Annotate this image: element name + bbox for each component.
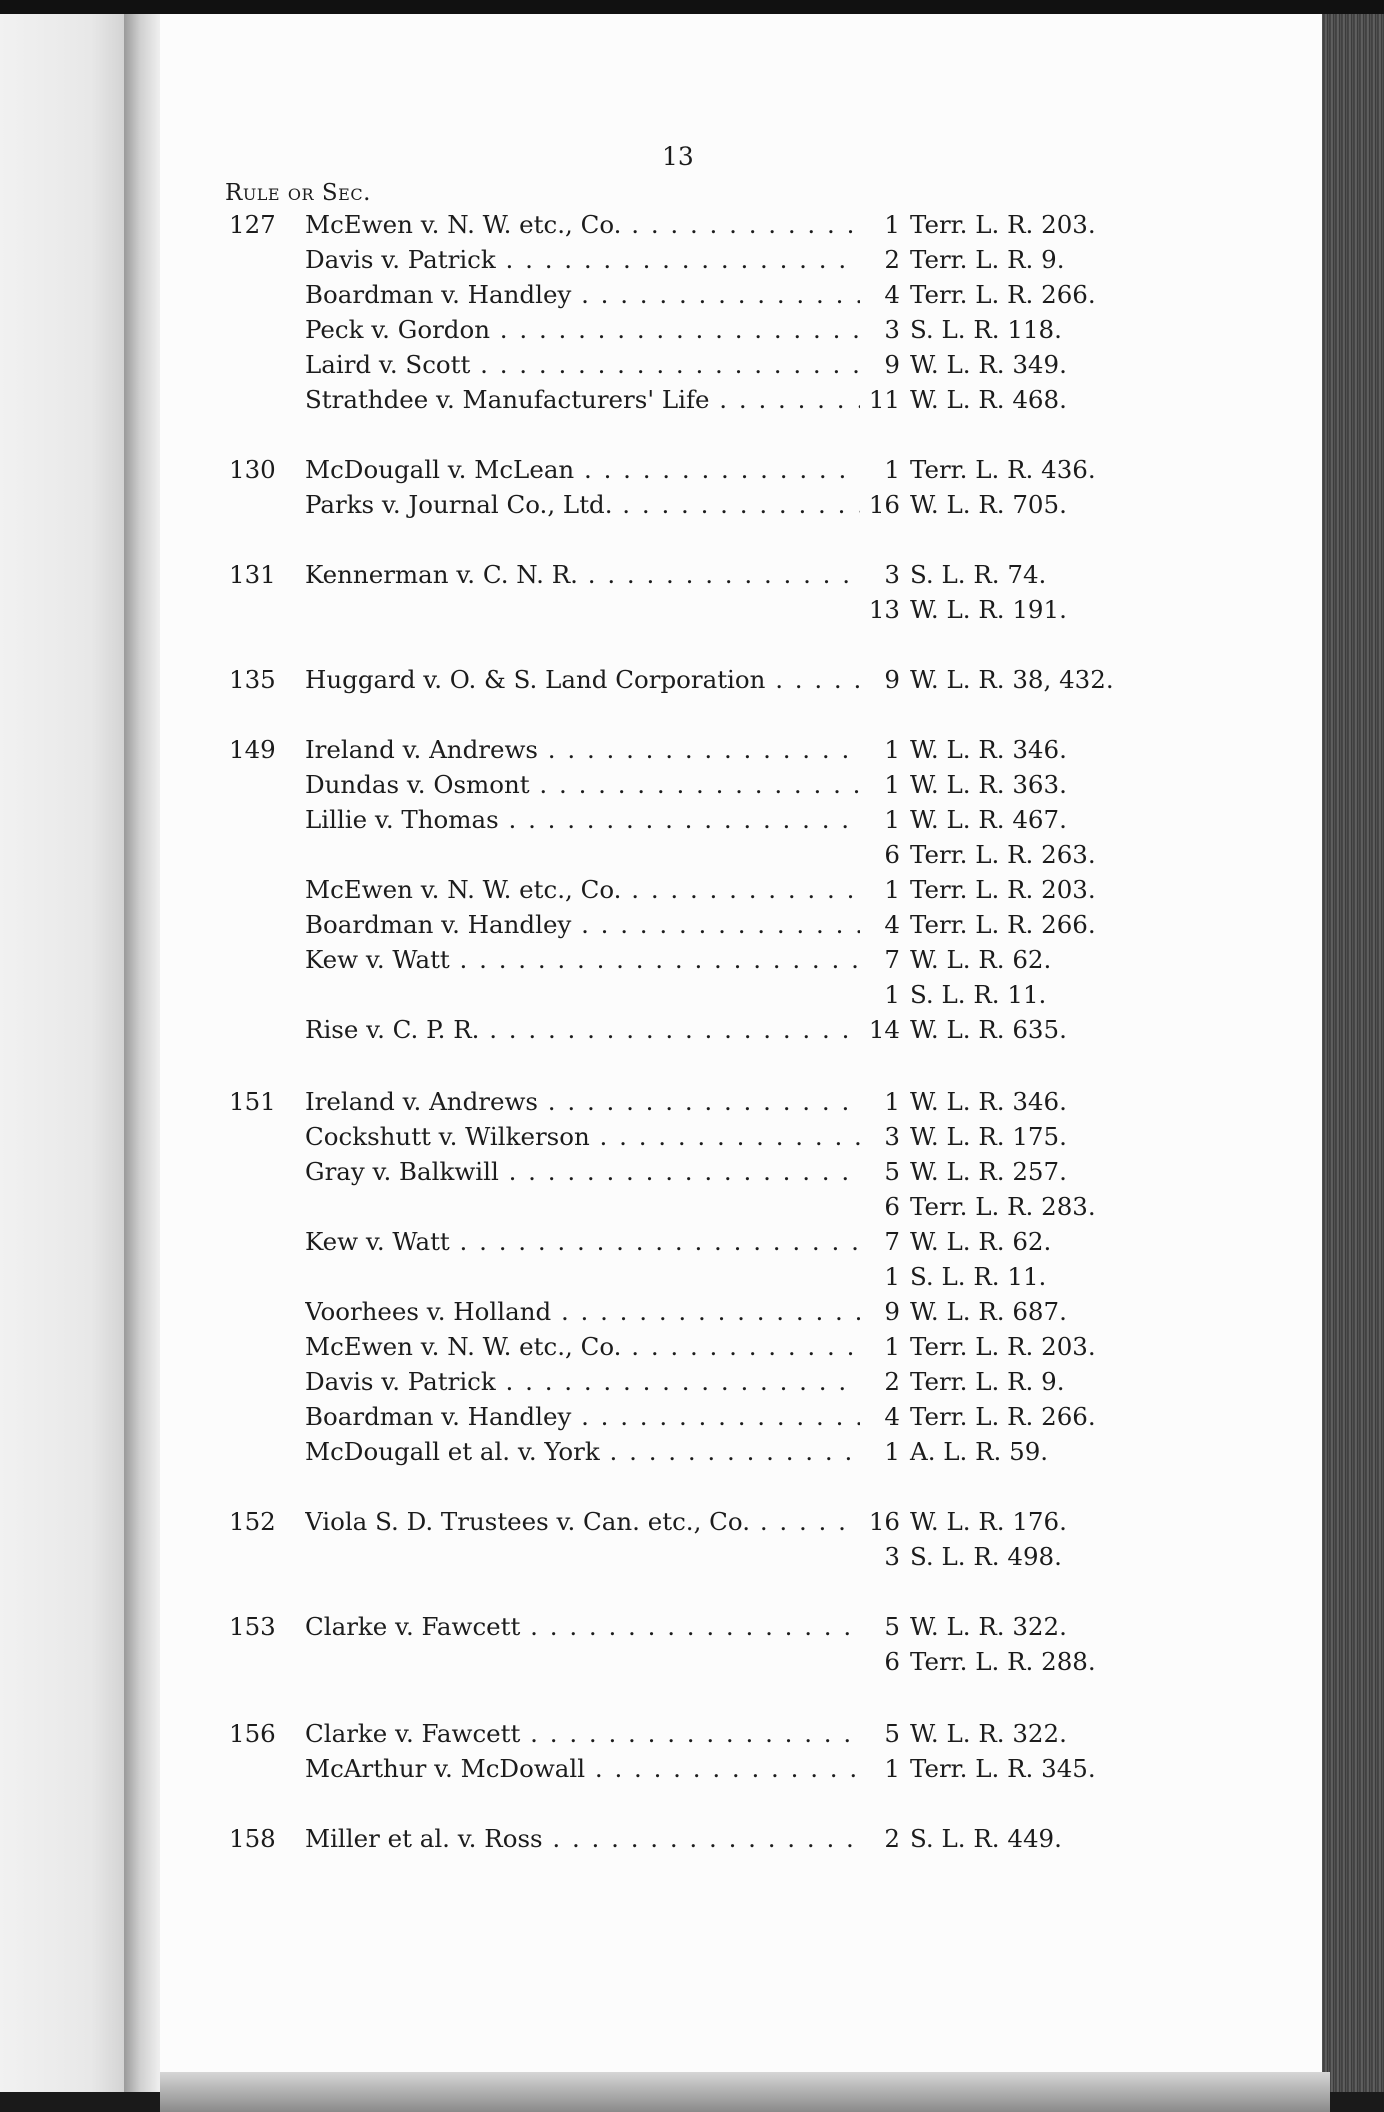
report-volume: 1 <box>884 1332 900 1361</box>
table-row <box>0 1365 1384 1399</box>
table-row <box>0 348 1384 382</box>
case-name: Ireland v. Andrews . . . <box>305 1085 860 1119</box>
report-volume: 4 <box>884 280 900 309</box>
case-name: Kew v. Watt . . . <box>305 943 860 977</box>
case-name: McEwen v. N. W. etc., Co. . . . <box>305 208 860 242</box>
rule-number: 156 <box>229 1719 276 1748</box>
report-volume: 1 <box>884 875 900 904</box>
table-row <box>0 1330 1384 1364</box>
report-citation: W. L. R. 349. <box>910 350 1067 379</box>
table-row <box>0 1645 1384 1679</box>
scan-border-bottom <box>160 2072 1330 2112</box>
report-citation: W. L. R. 191. <box>910 595 1067 624</box>
report-volume: 1 <box>884 1437 900 1466</box>
rule-number: 149 <box>229 735 276 764</box>
table-row <box>0 1225 1384 1259</box>
case-name: McDougall et al. v. York . . . <box>305 1435 860 1469</box>
case-name: Davis v. Patrick . . . <box>305 243 860 277</box>
table-row <box>0 1120 1384 1154</box>
table-row <box>0 208 1384 242</box>
table-row <box>0 593 1384 627</box>
report-citation: Terr. L. R. 9. <box>910 1367 1065 1396</box>
report-citation: W. L. R. 38, 432. <box>910 665 1114 694</box>
case-name: Gray v. Balkwill . . . <box>305 1155 860 1189</box>
report-volume: 5 <box>884 1157 900 1186</box>
report-volume: 1 <box>884 1087 900 1116</box>
report-volume: 1 <box>884 980 900 1009</box>
table-row <box>0 1505 1384 1539</box>
rule-number: 135 <box>229 665 276 694</box>
table-row <box>0 383 1384 417</box>
report-volume: 11 <box>868 385 900 414</box>
case-name: McArthur v. McDowall . . . <box>305 1752 860 1786</box>
case-name: Kennerman v. C. N. R. . . . <box>305 558 860 592</box>
report-citation: Terr. L. R. 266. <box>910 280 1096 309</box>
case-name: Peck v. Gordon . . . <box>305 313 860 347</box>
table-row <box>0 453 1384 487</box>
report-citation: W. L. R. 176. <box>910 1507 1067 1536</box>
table-row <box>0 1155 1384 1189</box>
table-row <box>0 1717 1384 1751</box>
report-volume: 3 <box>884 1122 900 1151</box>
table-row <box>0 803 1384 837</box>
rule-number: 158 <box>229 1824 276 1853</box>
table-row <box>0 1013 1384 1047</box>
report-citation: W. L. R. 705. <box>910 490 1067 519</box>
table-row <box>0 1435 1384 1469</box>
report-volume: 14 <box>868 1015 900 1044</box>
report-citation: Terr. L. R. 9. <box>910 245 1065 274</box>
report-citation: W. L. R. 257. <box>910 1157 1067 1186</box>
report-citation: S. L. R. 11. <box>910 1262 1047 1291</box>
report-citation: W. L. R. 62. <box>910 1227 1052 1256</box>
report-volume: 1 <box>884 1754 900 1783</box>
report-citation: W. L. R. 62. <box>910 945 1052 974</box>
report-citation: W. L. R. 175. <box>910 1122 1067 1151</box>
case-name: Clarke v. Fawcett . . . <box>305 1717 860 1751</box>
report-volume: 1 <box>884 735 900 764</box>
report-citation: S. L. R. 498. <box>910 1542 1062 1571</box>
report-citation: S. L. R. 74. <box>910 560 1047 589</box>
report-volume: 1 <box>884 210 900 239</box>
report-citation: S. L. R. 118. <box>910 315 1062 344</box>
table-row <box>0 1190 1384 1224</box>
case-name: McEwen v. N. W. etc., Co. . . . <box>305 1330 860 1364</box>
rule-number: 152 <box>229 1507 276 1536</box>
report-citation: W. L. R. 687. <box>910 1297 1067 1326</box>
table-row <box>0 1400 1384 1434</box>
case-name: Rise v. C. P. R. . . . <box>305 1013 860 1047</box>
case-name: Boardman v. Handley . . . <box>305 278 860 312</box>
case-name: Davis v. Patrick . . . <box>305 1365 860 1399</box>
report-citation: Terr. L. R. 203. <box>910 1332 1096 1361</box>
table-row <box>0 873 1384 907</box>
case-name: Cockshutt v. Wilkerson . . . <box>305 1120 860 1154</box>
report-citation: Terr. L. R. 203. <box>910 875 1096 904</box>
report-volume: 7 <box>884 1227 900 1256</box>
rule-number: 127 <box>229 210 276 239</box>
case-name: Dundas v. Osmont . . . <box>305 768 860 802</box>
table-row <box>0 1085 1384 1119</box>
case-name: Boardman v. Handley . . . <box>305 1400 860 1434</box>
report-volume: 6 <box>884 1647 900 1676</box>
case-name: Ireland v. Andrews . . . <box>305 733 860 767</box>
case-name: McEwen v. N. W. etc., Co. . . . <box>305 873 860 907</box>
report-volume: 2 <box>884 245 900 274</box>
column-heading: Rule or Sec. <box>225 180 371 206</box>
case-name: Lillie v. Thomas . . . <box>305 803 860 837</box>
report-volume: 1 <box>884 1262 900 1291</box>
table-row <box>0 978 1384 1012</box>
table-row <box>0 243 1384 277</box>
report-volume: 1 <box>884 770 900 799</box>
report-citation: Terr. L. R. 266. <box>910 910 1096 939</box>
report-volume: 13 <box>868 595 900 624</box>
case-name: Kew v. Watt . . . <box>305 1225 860 1259</box>
table-row <box>0 1610 1384 1644</box>
case-name: Strathdee v. Manufacturers' Life . . . <box>305 383 860 417</box>
report-citation: Terr. L. R. 203. <box>910 210 1096 239</box>
rule-number: 130 <box>229 455 276 484</box>
table-row <box>0 908 1384 942</box>
rule-number: 131 <box>229 560 276 589</box>
table-row <box>0 1540 1384 1574</box>
report-citation: Terr. L. R. 266. <box>910 1402 1096 1431</box>
table-row <box>0 1295 1384 1329</box>
report-volume: 9 <box>884 350 900 379</box>
report-citation: Terr. L. R. 436. <box>910 455 1096 484</box>
case-name: Viola S. D. Trustees v. Can. etc., Co. . . . <box>305 1505 860 1539</box>
case-name: Miller et al. v. Ross . . . <box>305 1822 860 1856</box>
report-volume: 9 <box>884 665 900 694</box>
report-volume: 9 <box>884 1297 900 1326</box>
table-row <box>0 838 1384 872</box>
report-citation: W. L. R. 346. <box>910 735 1067 764</box>
report-volume: 4 <box>884 1402 900 1431</box>
report-citation: W. L. R. 635. <box>910 1015 1067 1044</box>
rule-number: 153 <box>229 1612 276 1641</box>
report-volume: 16 <box>868 490 900 519</box>
report-volume: 3 <box>884 1542 900 1571</box>
case-name: Parks v. Journal Co., Ltd. . . . <box>305 488 860 522</box>
report-volume: 5 <box>884 1612 900 1641</box>
case-name: Huggard v. O. & S. Land Corporation . . . <box>305 663 860 697</box>
report-volume: 1 <box>884 455 900 484</box>
report-citation: W. L. R. 346. <box>910 1087 1067 1116</box>
report-volume: 5 <box>884 1719 900 1748</box>
report-volume: 16 <box>868 1507 900 1536</box>
table-row <box>0 1260 1384 1294</box>
report-citation: Terr. L. R. 283. <box>910 1192 1096 1221</box>
table-row <box>0 278 1384 312</box>
report-volume: 6 <box>884 840 900 869</box>
table-row <box>0 1752 1384 1786</box>
report-citation: W. L. R. 363. <box>910 770 1067 799</box>
report-volume: 2 <box>884 1367 900 1396</box>
report-volume: 2 <box>884 1824 900 1853</box>
report-citation: Terr. L. R. 345. <box>910 1754 1096 1783</box>
report-citation: W. L. R. 322. <box>910 1719 1067 1748</box>
report-volume: 6 <box>884 1192 900 1221</box>
table-row <box>0 488 1384 522</box>
report-citation: S. L. R. 11. <box>910 980 1047 1009</box>
table-row <box>0 733 1384 767</box>
report-volume: 3 <box>884 560 900 589</box>
table-row <box>0 943 1384 977</box>
report-volume: 7 <box>884 945 900 974</box>
report-citation: A. L. R. 59. <box>910 1437 1049 1466</box>
report-citation: W. L. R. 468. <box>910 385 1067 414</box>
report-volume: 1 <box>884 805 900 834</box>
case-name: McDougall v. McLean . . . <box>305 453 860 487</box>
report-citation: W. L. R. 322. <box>910 1612 1067 1641</box>
case-name: Laird v. Scott . . . <box>305 348 860 382</box>
report-citation: W. L. R. 467. <box>910 805 1067 834</box>
table-row <box>0 313 1384 347</box>
report-volume: 4 <box>884 910 900 939</box>
scan-border-top <box>0 0 1384 14</box>
report-citation: S. L. R. 449. <box>910 1824 1062 1853</box>
case-name: Clarke v. Fawcett . . . <box>305 1610 860 1644</box>
report-citation: Terr. L. R. 288. <box>910 1647 1096 1676</box>
rule-number: 151 <box>229 1087 276 1116</box>
table-row <box>0 558 1384 592</box>
case-name: Voorhees v. Holland . . . <box>305 1295 860 1329</box>
table-row <box>0 768 1384 802</box>
report-citation: Terr. L. R. 263. <box>910 840 1096 869</box>
page-number: 13 <box>662 142 694 171</box>
case-name: Boardman v. Handley . . . <box>305 908 860 942</box>
table-row <box>0 663 1384 697</box>
report-volume: 3 <box>884 315 900 344</box>
table-row <box>0 1822 1384 1856</box>
